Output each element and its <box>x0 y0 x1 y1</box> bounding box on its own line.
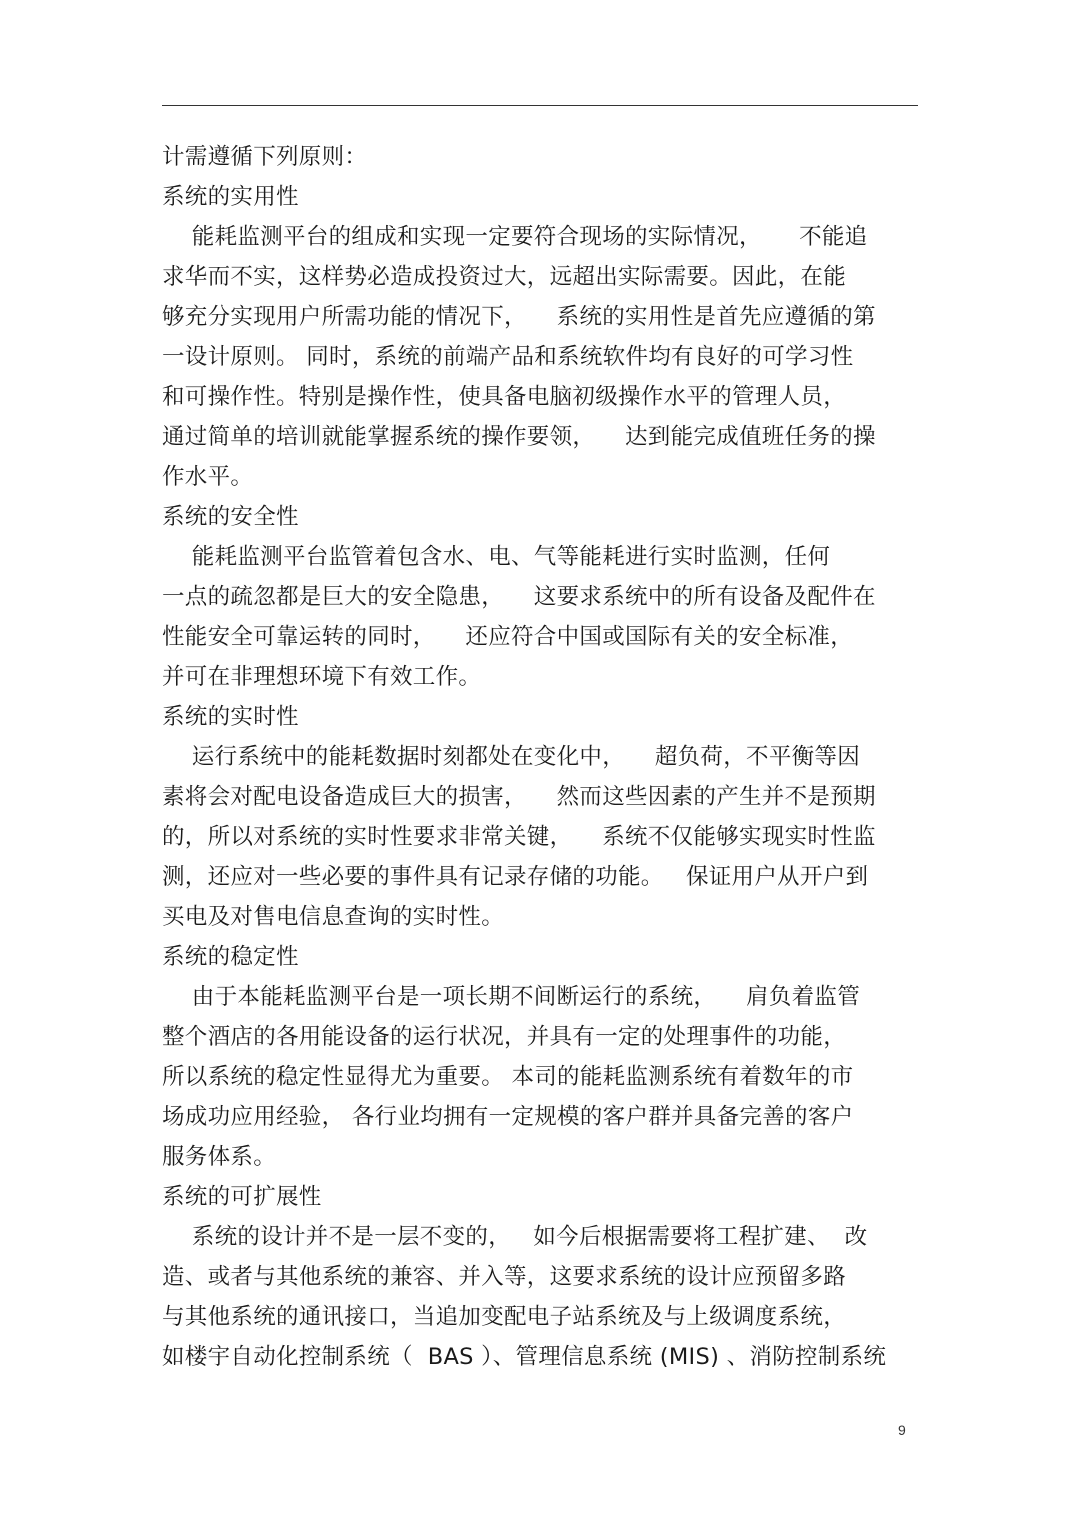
section-heading: 系统的实用性 <box>162 184 299 210</box>
text-line: 整个酒店的各用能设备的运行状况，并具有一定的处理事件的功能， <box>162 1024 847 1050</box>
text-line: 并可在非理想环境下有效工作。 <box>162 664 482 690</box>
text-line: 由于本能耗监测平台是一项长期不间断运行的系统， 肩负着监管 <box>162 984 861 1010</box>
text-line: 一点的疏忽都是巨大的安全隐患， 这要求系统中的所有设备及配件在 <box>162 584 876 610</box>
text-line: 够充分实现用户所需功能的情况下， 系统的实用性是首先应遵循的第 <box>162 304 876 330</box>
text-line: 测，还应对一些必要的事件具有记录存储的功能。 保证用户从开户到 <box>162 864 869 890</box>
text-line: 系统的设计并不是一层不变的， 如今后根据需要将工程扩建、 改 <box>162 1224 868 1250</box>
document-body <box>162 137 922 1377</box>
text-line: 性能安全可靠运转的同时， 还应符合中国或国际有关的安全标准， <box>162 624 854 650</box>
text-line: 场成功应用经验， 各行业均拥有一定规模的客户群并具备完善的客户 <box>162 1104 854 1130</box>
text-line: 一设计原则。 同时，系统的前端产品和系统软件均有良好的可学习性 <box>162 344 854 370</box>
text-line: 买电及对售电信息查询的实时性。 <box>162 904 505 930</box>
section-heading: 系统的稳定性 <box>162 944 299 970</box>
section-heading: 系统的可扩展性 <box>162 1184 322 1210</box>
text-line: 计需遵循下列原则： <box>162 144 368 170</box>
text-line: 造、或者与其他系统的兼容、并入等，这要求系统的设计应预留多路 <box>162 1264 847 1290</box>
text-line: 能耗监测平台的组成和实现一定要符合现场的实际情况， 不能追 <box>162 224 868 250</box>
page-number: 9 <box>898 1422 906 1438</box>
section-heading: 系统的安全性 <box>162 504 299 530</box>
text-line: 运行系统中的能耗数据时刻都处在变化中， 超负荷，不平衡等因 <box>162 744 861 770</box>
header-rule <box>162 105 918 106</box>
text-line: 如楼宇自动化控制系统（ BAS ）、管理信息系统 (MIS) 、消防控制系统 <box>162 1344 887 1370</box>
text-line: 服务体系。 <box>162 1144 277 1170</box>
text-line: 所以系统的稳定性显得尤为重要。 本司的能耗监测系统有着数年的市 <box>162 1064 854 1090</box>
section-heading: 系统的实时性 <box>162 704 299 730</box>
text-line: 能耗监测平台监管着包含水、电、气等能耗进行实时监测，任何 <box>162 544 831 570</box>
text-line: 素将会对配电设备造成巨大的损害， 然而这些因素的产生并不是预期 <box>162 784 876 810</box>
text-line: 和可操作性。特别是操作性，使具备电脑初级操作水平的管理人员， <box>162 384 847 410</box>
text-line: 的，所以对系统的实时性要求非常关键， 系统不仅能够实现实时性监 <box>162 824 876 850</box>
text-line: 与其他系统的通讯接口，当追加变配电子站系统及与上级调度系统， <box>162 1304 847 1330</box>
text-line: 求华而不实，这样势必造成投资过大，远超出实际需要。因此，在能 <box>162 264 847 290</box>
text-line: 通过简单的培训就能掌握系统的操作要领， 达到能完成值班任务的操 <box>162 424 876 450</box>
text-line: 作水平。 <box>162 464 254 490</box>
